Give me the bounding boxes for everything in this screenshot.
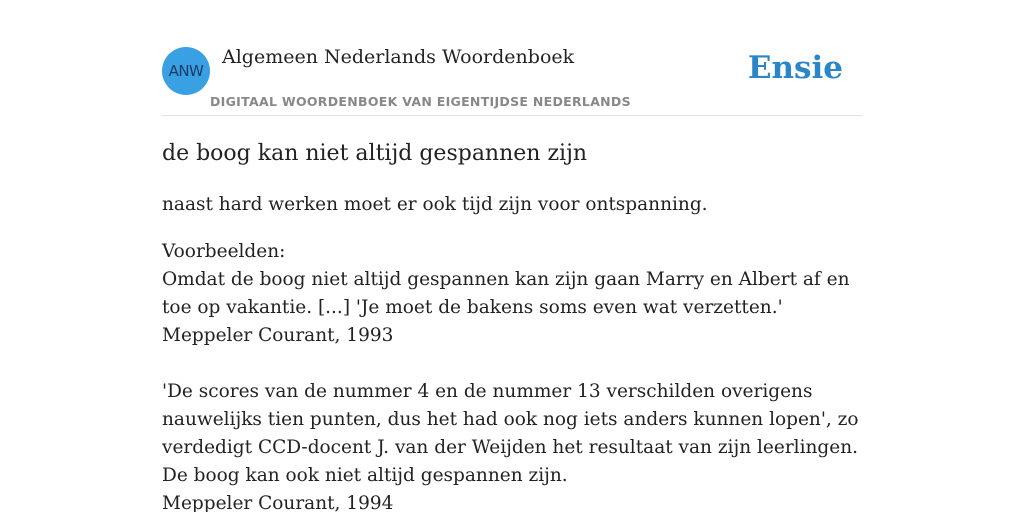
entry-definition: naast hard werken moet er ook tijd zijn voor ontspanning. [162,194,708,215]
examples-heading: Voorbeelden: [162,241,286,262]
site-title[interactable]: Algemeen Nederlands Woordenboek [222,46,575,68]
entry-term: de boog kan niet altijd gespannen zijn [162,141,588,166]
entry-content [162,140,862,512]
example-source: Meppeler Courant, 1994 [162,493,394,512]
logo-text: ANW [168,62,204,80]
example-source: Meppeler Courant, 1993 [162,325,394,346]
header-divider [162,115,862,116]
brand-link[interactable]: Ensie [747,50,843,86]
example-text: 'De scores van de nummer 4 en de nummer 13 verschilden overigens nauwelijks tien punten, dus het had ook nog iets anders kunnen lopen', zo verdedigt CCD-docent J. van der Weijden het resultaat van zijn leerlingen. De boog kan ook niet altijd gespannen zijn. [162,381,859,486]
example-text: Omdat de boog niet altijd gespannen kan zijn gaan Marry en Albert af en toe op vakantie. [...] 'Je moet de bakens soms even wat verzetten.' [162,269,850,318]
site-subtitle: DIGITAAL WOORDENBOEK VAN EIGENTIJDSE NEDERLANDS [210,94,631,109]
example-spacer [162,350,862,378]
examples-section [162,238,862,512]
logo[interactable] [162,47,210,95]
